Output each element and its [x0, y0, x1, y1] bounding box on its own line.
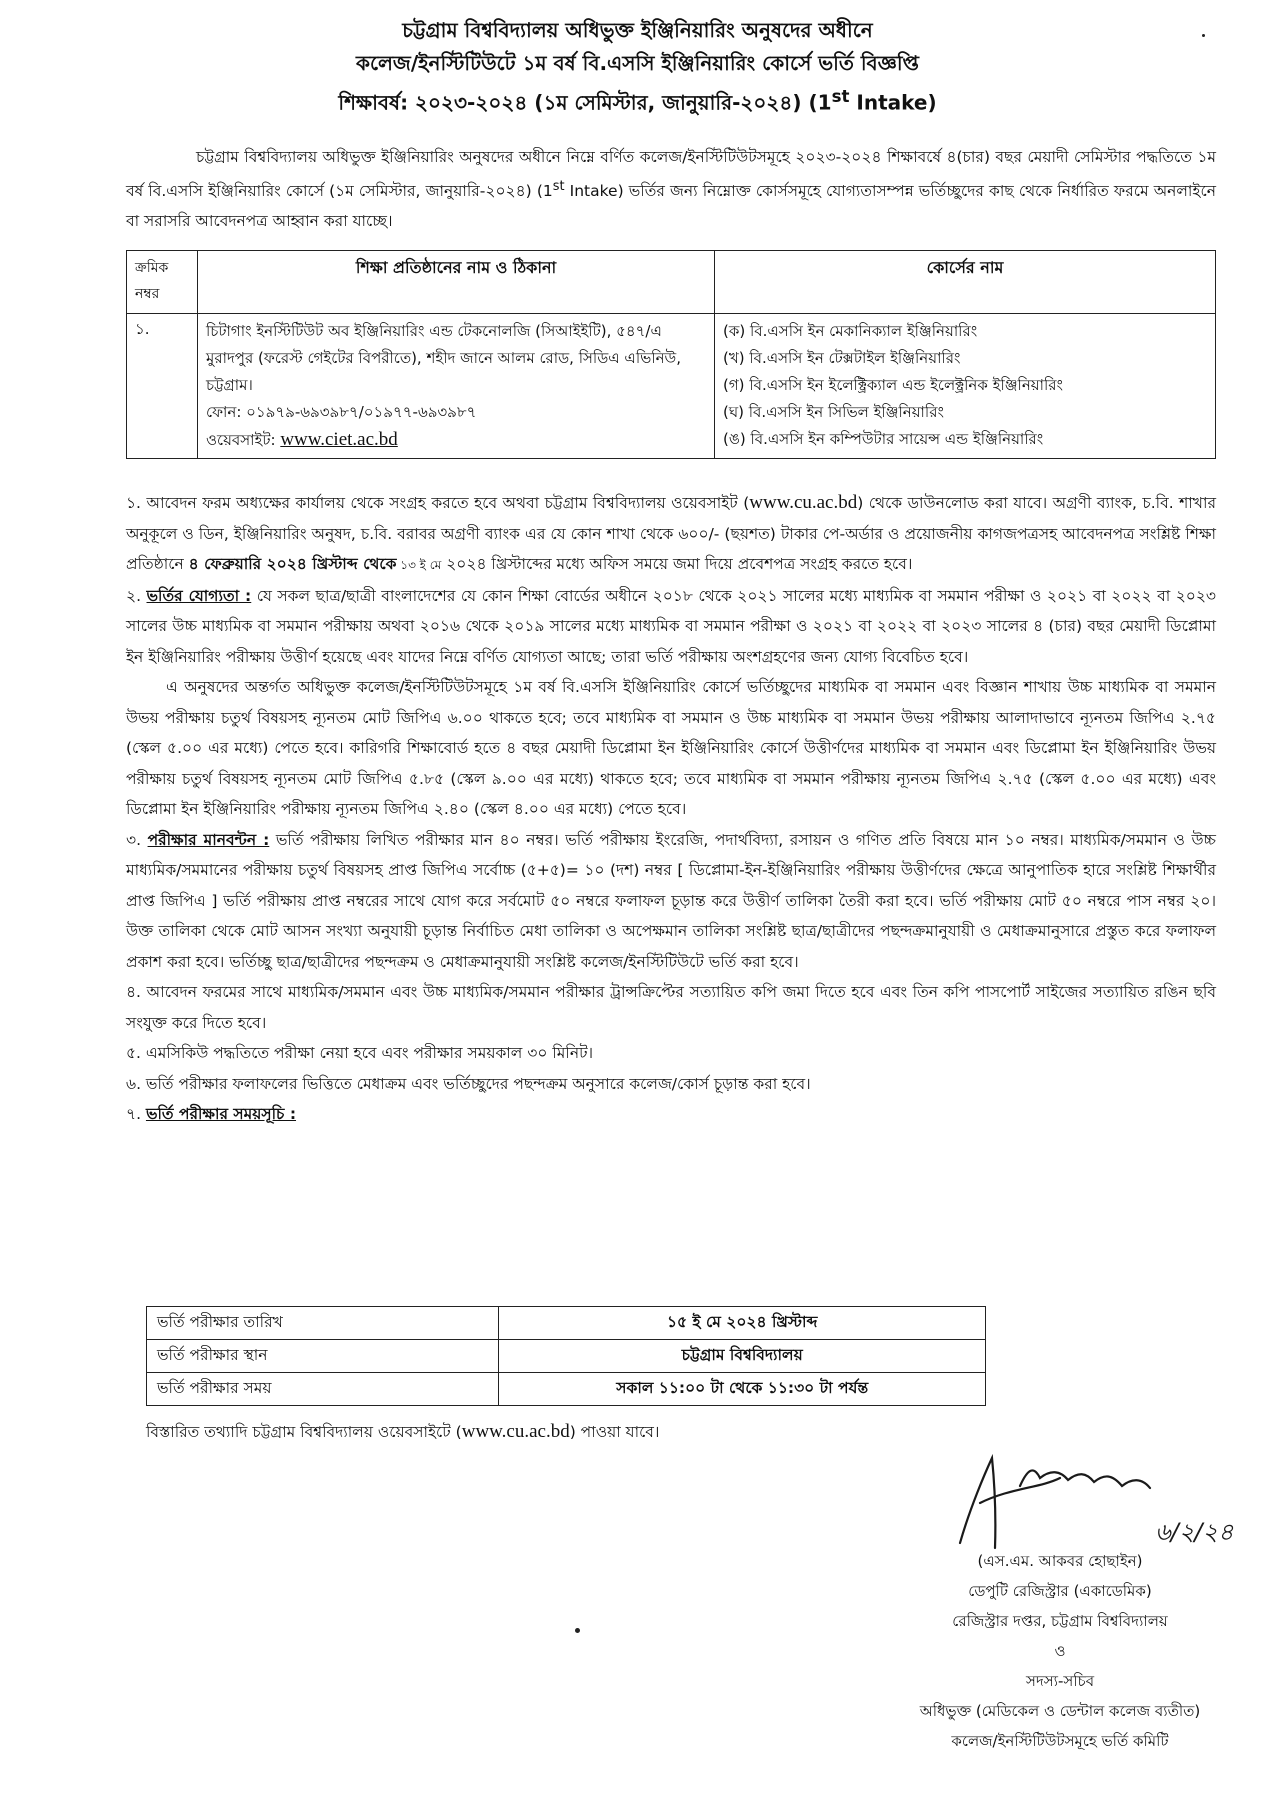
list-item: (ঙ) বি.এসসি ইন কম্পিউটার সায়েন্স এন্ড ইঞ্জিনিয়ারিং: [723, 430, 1044, 448]
institution-header: শিক্ষা প্রতিষ্ঠানের নাম ও ঠিকানা: [198, 251, 715, 314]
scan-speck: [575, 1628, 580, 1633]
list-item: (ক) বি.এসসি ইন মেকানিক্যাল ইঞ্জিনিয়ারিং: [723, 322, 978, 340]
section-3-title: পরীক্ষার মানবন্টন :: [147, 830, 270, 849]
schedule-value: ১৫ ই মে ২০২৪ খ্রিস্টাব্দ: [499, 1307, 986, 1340]
institution-website-link[interactable]: www.ciet.ac.bd: [280, 429, 398, 450]
committee-line-2: কলেজ/ইনস্টিটিউটসমূহে ভর্তি কমিটি: [951, 1732, 1169, 1750]
course-header: কোর্সের নাম: [715, 251, 1216, 314]
section-5-mcq: ৫. এমসিকিউ পদ্ধতিতে পরীক্ষা নেয়া হবে এবং পরীক্ষার সময়কাল ৩০ মিনিট।: [126, 1044, 594, 1062]
exam-schedule-table: [146, 1306, 986, 1406]
list-item: (খ) বি.এসসি ইন টেক্সটাইল ইঞ্জিনিয়ারিং: [723, 349, 961, 367]
signatory-role: সদস্য-সচিব: [1025, 1672, 1095, 1690]
signature-date: ৬/২/২৪: [1155, 1518, 1234, 1546]
schedule-label: ভর্তি পরীক্ষার স্থান: [147, 1340, 499, 1373]
list-item: (ঘ) বি.এসসি ইন সিভিল ইঞ্জিনিয়ারিং: [723, 403, 944, 421]
institution-phone: ফোন: ০১৯৭৯-৬৯৩৯৮৭/০১৯৭৭-৬৯৩৯৮৭: [206, 403, 477, 421]
handwritten-signature: [900, 1448, 1260, 1558]
institution-name-address: চিটাগাং ইনস্টিটিউট অব ইঞ্জিনিয়ারিং এন্ড টেকনোলজি (সিআইইটি), ৫৪৭/এ মুরাদপুর (ফরেস্ট গেইটের বিপরীতে), শহীদ জানে আলম রোড, সিডিএ এভিনিউ, চট্টগ্রাম।: [206, 322, 681, 394]
table-row: [147, 1340, 986, 1373]
schedule-value: সকাল ১১:০০ টা থেকে ১১:৩০ টা পর্যন্ত: [499, 1373, 986, 1406]
section-4-documents: ৪. আবেদন ফরমের সাথে মাধ্যমিক/সমমান এবং উচ্চ মাধ্যমিক/সমমান পরীক্ষার ট্রান্সক্রিপ্টের সত্যায়িত কপি জমা দিতে হবে এবং তিন কপি পাসপোর্ট সাইজের সত্যায়িত রঙিন ছবি সংযুক্ত করে দিতে হবে।: [126, 983, 1216, 1032]
footnote: বিস্তারিত তথ্যাদি চট্টগ্রাম বিশ্ববিদ্যালয় ওয়েবসাইটে (www.cu.ac.bd) পাওয়া যাবে।: [146, 1421, 660, 1442]
signatory-designation: ডেপুটি রেজিস্ট্রার (একাডেমিক): [968, 1582, 1152, 1600]
footnote-website-link[interactable]: www.cu.ac.bd: [461, 1421, 570, 1442]
schedule-value: চট্টগ্রাম বিশ্ববিদ্যালয়: [499, 1340, 986, 1373]
section-2-gpa-requirements: এ অনুষদের অন্তর্গত অধিভুক্ত কলেজ/ইনস্টিটিউটসমূহে ১ম বর্ষ বি.এসসি ইঞ্জিনিয়ারিং কোর্সে ভর্তিচ্ছুদের মাধ্যমিক বা সমমান এবং বিজ্ঞান শাখায় উচ্চ মাধ্যমিক বা সমমান উভয় পরীক্ষায় চতুর্থ বিষয়সহ ন্যূনতম মোট জিপিএ ৬.০০ থাকতে হবে; তবে মাধ্যমিক বা সমমান ও উচ্চ মাধ্যমিক বা সমমান উভয় পরীক্ষায় আলাদাভাবে ন্যূনতম জিপিএ ২.৭৫ (স্কেল ৫.০০ এর মধ্যে) পেতে হবে। কারিগরি শিক্ষাবোর্ড হতে ৪ বছর মেয়াদী ডিপ্লোমা ইন ইঞ্জিনিয়ারিং কোর্সে উত্তীর্ণদের মাধ্যমিক বা সমমান এবং ডিপ্লোমা ইন ইঞ্জিনিয়ারিং উভয় পরীক্ষায় চতুর্থ বিষয়সহ ন্যূনতম মোট জিপিএ ৫.৮৫ (স্কেল ৯.০০ এর মধ্যে) থাকতে হবে; তবে মাধ্যমিক বা সমমান পরীক্ষায় ন্যূনতম জিপিএ ২.৭৫ (স্কেল ৫.০০ এর মধ্যে) এবং ডিপ্লোমা ইন ইঞ্জিনিয়ারিং পরীক্ষায় ন্যূনতম জিপিএ ২.৪০ (স্কেল ৪.০০ এর মধ্যে) পেতে হবে।: [126, 678, 1216, 818]
cu-website-link[interactable]: www.cu.ac.bd: [749, 492, 858, 513]
notice-body: [126, 488, 1216, 1130]
list-item: (গ) বি.এসসি ইন ইলেক্ট্রিক্যাল এন্ড ইলেক্ট্রনিক ইঞ্জিনিয়ারিং: [723, 376, 1063, 394]
header-line-3: শিক্ষাবর্ষ: ২০২৩-২০২৪ (১ম সেমিস্টার, জানুয়ারি-২০২৪) (1st Intake): [338, 87, 937, 115]
signatory-office: রেজিস্ট্রার দপ্তর, চট্টগ্রাম বিশ্ববিদ্যালয়: [952, 1612, 1168, 1630]
section-2-title: ভর্তির যোগ্যতা :: [146, 586, 252, 605]
header-line-1: চট্টগ্রাম বিশ্ববিদ্যালয় অধিভুক্ত ইঞ্জিনিয়ারিং অনুষদের অধীনে: [402, 18, 873, 42]
course-list: [715, 314, 1216, 459]
scan-speck: [1202, 34, 1205, 37]
section-2-eligibility: ২. ভর্তির যোগ্যতা : যে সকল ছাত্র/ছাত্রী বাংলাদেশের যে কোন শিক্ষা বোর্ডের অধীনে ২০১৮ থেকে ২০২১ সালের মধ্যে মাধ্যমিক বা সমমান পরীক্ষা ও ২০২১ বা ২০২২ বা ২০২৩ সালের উচ্চ মাধ্যমিক বা সমমান পরীক্ষায় অথবা ২০১৬ থেকে ২০১৯ সালের মধ্যে মাধ্যমিক বা সমমান পরীক্ষা ও ২০২১ বা ২০২২ বা ২০২৩ সালের ৪ (চার) বছর মেয়াদী ডিপ্লোমা ইন ইঞ্জিনিয়ারিং পরীক্ষায় উত্তীর্ণ হয়েছে এবং যাদের নিম্নে বর্ণিত যোগ্যতা আছে; তারা ভর্তি পরীক্ষায় অংশগ্রহণের জন্য যোগ্য বিবেচিত হবে।: [126, 586, 1217, 666]
institution-website-line: ওয়েবসাইট: www.ciet.ac.bd: [206, 429, 398, 450]
committee-line-1: অধিভুক্ত (মেডিকেল ও ডেন্টাল কলেজ ব্যতীত): [919, 1702, 1201, 1720]
serial-header: ক্রমিক নম্বর: [127, 251, 198, 314]
table-row: [147, 1373, 986, 1406]
serial-cell: ১.: [127, 314, 198, 459]
header-line-2: কলেজ/ইনস্টিটিউটে ১ম বর্ষ বি.এসসি ইঞ্জিনিয়ারিং কোর্সে ভর্তি বিজ্ঞপ্তি: [356, 51, 919, 75]
signatory-name: (এস.এম. আকবর হোছাইন): [977, 1552, 1143, 1570]
section-6-merit: ৬. ভর্তি পরীক্ষার ফলাফলের ভিত্তিতে মেধাক্রম এবং ভর্তিচ্ছুদের পছন্দক্রম অনুসারে কলেজ/কোর্স চূড়ান্ত করা হবে।: [126, 1074, 811, 1093]
section-3-marks-distribution: ৩. পরীক্ষার মানবন্টন : ভর্তি পরীক্ষায় লিখিত পরীক্ষার মান ৪০ নম্বর। ভর্তি পরীক্ষায় ইংরেজি, পদার্থবিদ্যা, রসায়ন ও গণিত প্রতি বিষয়ে মান ১০ নম্বর। মাধ্যমিক/সমমান ও উচ্চ মাধ্যমিক/সমমানের পরীক্ষায় চতুর্থ বিষয়সহ প্রাপ্ত জিপিএ সর্বোচ্চ (৫+৫)= ১০ (দশ) নম্বর [ ডিপ্লোমা-ইন-ইঞ্জিনিয়ারিং পরীক্ষায় উত্তীর্ণদের ক্ষেত্রে আনুপাতিক হারে সংশ্লিষ্ট শিক্ষার্থীর প্রাপ্ত জিপিএ ] ভর্তি পরীক্ষায় প্রাপ্ত নম্বরের সাথে যোগ করে সর্বমোট ৫০ নম্বরে ফলাফল চূড়ান্ত করে উত্তীর্ণ তালিকা তৈরী করা হবে। ভর্তি পরীক্ষায় মোট ৫০ নম্বরে পাস নম্বর ২০। উক্ত তালিকা থেকে মোট আসন সংখ্যা অনুযায়ী চূড়ান্ত নির্বাচিত মেধা তালিকা ও অপেক্ষমান তালিকা সংশ্লিষ্ট ছাত্র/ছাত্রীদের পছন্দক্রমানুযায়ী ও মেধাক্রমানুসারে প্রস্তুত করে ফলাফল প্রকাশ করা হবে। ভর্তিচ্ছু ছাত্র/ছাত্রীদের পছন্দক্রম ও মেধাক্রমানুযায়ী সংশ্লিষ্ট কলেজ/ইনস্টিটিউটে ভর্তি করা হবে।: [126, 830, 1216, 971]
table-row: [147, 1307, 986, 1340]
institution-table-header: [127, 251, 1216, 314]
intro-paragraph: চট্টগ্রাম বিশ্ববিদ্যালয় অধিভুক্ত ইঞ্জিনিয়ারিং অনুষদের অধীনে নিম্নে বর্ণিত কলেজ/ইনস্টিটিউটসমূহে ২০২৩-২০২৪ শিক্ষাবর্ষে ৪(চার) বছর মেয়াদী সেমিস্টার পদ্ধতিতে ১ম বর্ষ বি.এসসি ইঞ্জিনিয়ারিং কোর্সে (১ম সেমিস্টার, জানুয়ারি-২০২৪) (1st Intake) ভর্তির জন্য নিম্নোক্ত কোর্সসমূহে যোগ্যতাসম্পন্ন ভর্তিচ্ছুদের কাছ থেকে নির্ধারিত ফরমে অনলাইনে বা সরাসরি আবেদনপত্র আহ্বান করা যাচ্ছে।: [126, 148, 1216, 231]
institution-cell: [198, 314, 715, 459]
section-1-application: ১. আবেদন ফরম অধ্যক্ষের কার্যালয় থেকে সংগ্রহ করতে হবে অথবা চট্টগ্রাম বিশ্ববিদ্যালয় ওয়েবসাইট (www.cu.ac.bd) থেকে ডাউনলোড করা যাবে। অগ্রণী ব্যাংক, চ.বি. শাখার অনুকূলে ও ডিন, ইঞ্জিনিয়ারিং অনুষদ, চ.বি. বরাবর অগ্রণী ব্যাংক এর যে কোন শাখা থেকে ৬০০/- (ছয়শত) টাকার পে-অর্ডার ও প্রয়োজনীয় কাগজপত্রসহ আবেদনপত্র সংশ্লিষ্ট শিক্ষা প্রতিষ্ঠানে ৪ ফেব্রুয়ারি ২০২৪ খ্রিস্টাব্দ থেকে ১৩ ই মে ২০২৪ খ্রিস্টাব্দের মধ্যে অফিস সময়ে জমা দিয়ে প্রবেশপত্র সংগ্রহ করতে হবে।: [126, 492, 1216, 573]
institution-table: [126, 250, 1216, 459]
signatory-block: [860, 1546, 1260, 1756]
schedule-label: ভর্তি পরীক্ষার তারিখ: [147, 1307, 499, 1340]
signatory-conjunction: ও: [1054, 1642, 1066, 1660]
section-7-schedule-title: ৭. ভর্তি পরীক্ষার সময়সূচি :: [126, 1105, 297, 1123]
notice-header: [0, 14, 1275, 120]
schedule-label: ভর্তি পরীক্ষার সময়: [147, 1373, 499, 1406]
table-row: [127, 314, 1216, 459]
